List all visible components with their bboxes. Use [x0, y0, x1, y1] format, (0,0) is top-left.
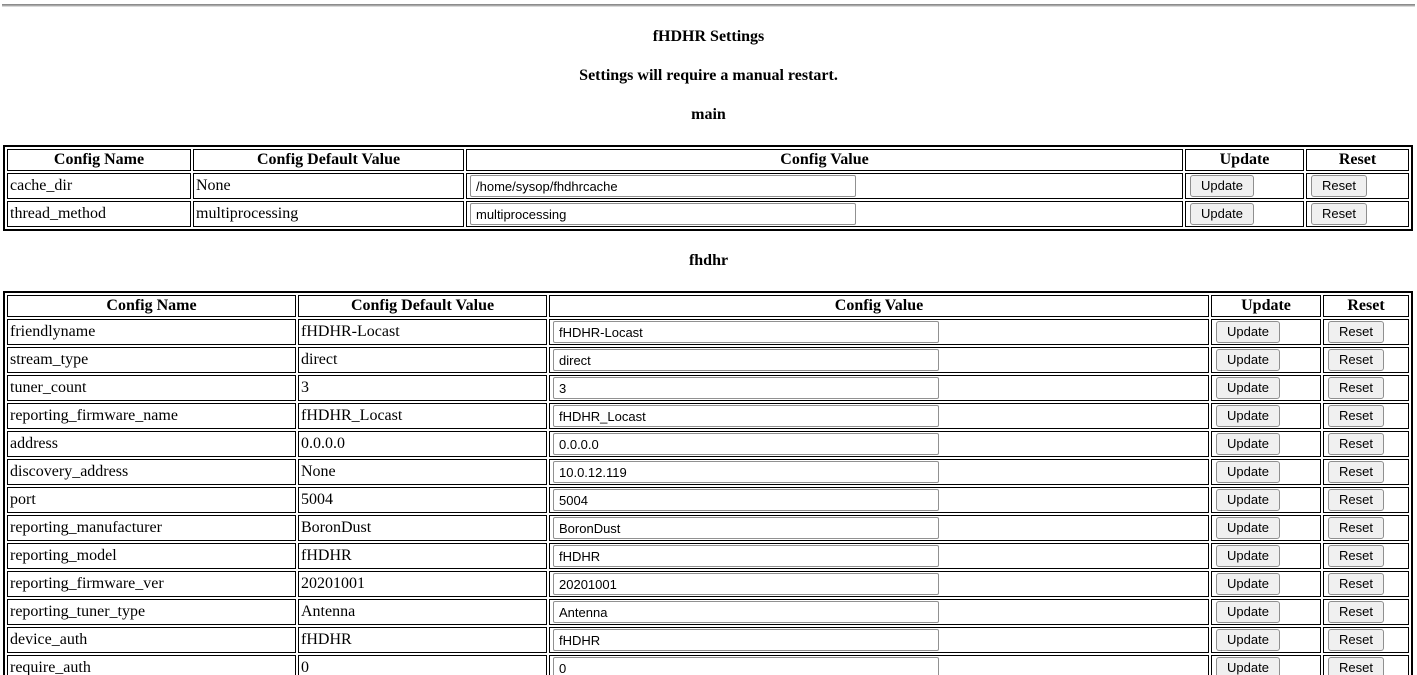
table-row	[7, 515, 1409, 541]
config-value-cell	[549, 319, 1209, 345]
config-name-cell: tuner_count	[7, 375, 296, 401]
update-button[interactable]: Update	[1216, 517, 1280, 539]
config-value-input[interactable]	[470, 175, 856, 197]
update-cell	[1211, 319, 1321, 345]
update-button[interactable]: Update	[1216, 433, 1280, 455]
config-value-input[interactable]	[553, 517, 939, 539]
update-cell	[1211, 571, 1321, 597]
config-table-main	[3, 145, 1413, 231]
update-button[interactable]: Update	[1216, 601, 1280, 623]
config-default-value-cell: fHDHR-Locast	[298, 319, 547, 345]
reset-cell	[1323, 515, 1409, 541]
column-header-config-name: Config Name	[7, 295, 296, 317]
reset-button[interactable]: Reset	[1328, 377, 1384, 399]
config-value-cell	[549, 571, 1209, 597]
update-cell	[1211, 599, 1321, 625]
reset-button[interactable]: Reset	[1328, 489, 1384, 511]
config-name-cell: port	[7, 487, 296, 513]
config-value-input[interactable]	[553, 573, 939, 595]
update-button[interactable]: Update	[1216, 489, 1280, 511]
column-header-config-value: Config Value	[549, 295, 1209, 317]
reset-cell	[1323, 347, 1409, 373]
config-name-cell: friendlyname	[7, 319, 296, 345]
config-name-cell: reporting_firmware_ver	[7, 571, 296, 597]
table-row	[7, 459, 1409, 485]
config-default-value-cell: 5004	[298, 487, 547, 513]
config-value-input[interactable]	[553, 657, 939, 675]
config-name-cell: address	[7, 431, 296, 457]
config-value-input[interactable]	[553, 349, 939, 371]
config-name-cell: reporting_manufacturer	[7, 515, 296, 541]
table-row	[7, 201, 1409, 227]
config-default-value-cell: multiprocessing	[193, 201, 464, 227]
top-divider	[2, 4, 1415, 7]
update-button[interactable]: Update	[1216, 377, 1280, 399]
reset-cell	[1323, 319, 1409, 345]
config-value-input[interactable]	[553, 433, 939, 455]
config-default-value-cell: 0	[298, 655, 547, 675]
config-default-value-cell: 20201001	[298, 571, 547, 597]
reset-button[interactable]: Reset	[1311, 203, 1367, 225]
reset-cell	[1323, 655, 1409, 675]
update-cell	[1211, 459, 1321, 485]
config-default-value-cell: None	[298, 459, 547, 485]
config-value-cell	[549, 655, 1209, 675]
config-value-cell	[549, 459, 1209, 485]
config-name-cell: stream_type	[7, 347, 296, 373]
table-row	[7, 487, 1409, 513]
config-default-value-cell: fHDHR_Locast	[298, 403, 547, 429]
reset-button[interactable]: Reset	[1328, 349, 1384, 371]
reset-cell	[1323, 571, 1409, 597]
reset-cell	[1323, 487, 1409, 513]
column-header-config-value: Config Value	[466, 149, 1183, 171]
table-row	[7, 627, 1409, 653]
update-cell	[1211, 347, 1321, 373]
update-cell	[1211, 487, 1321, 513]
config-value-input[interactable]	[553, 377, 939, 399]
column-header-update: Update	[1185, 149, 1304, 171]
table-row	[7, 403, 1409, 429]
update-cell	[1211, 515, 1321, 541]
config-default-value-cell: fHDHR	[298, 543, 547, 569]
config-name-cell: thread_method	[7, 201, 191, 227]
reset-button[interactable]: Reset	[1328, 601, 1384, 623]
config-value-cell	[549, 487, 1209, 513]
reset-button[interactable]: Reset	[1328, 405, 1384, 427]
config-value-input[interactable]	[553, 405, 939, 427]
config-name-cell: require_auth	[7, 655, 296, 675]
config-value-input[interactable]	[553, 629, 939, 651]
config-value-input[interactable]	[553, 489, 939, 511]
config-value-cell	[549, 599, 1209, 625]
config-name-cell: device_auth	[7, 627, 296, 653]
config-value-cell	[549, 627, 1209, 653]
column-header-reset: Reset	[1306, 149, 1409, 171]
update-cell	[1211, 375, 1321, 401]
config-value-cell	[549, 375, 1209, 401]
column-header-reset: Reset	[1323, 295, 1409, 317]
reset-button[interactable]: Reset	[1328, 461, 1384, 483]
column-header-config-default-value: Config Default Value	[298, 295, 547, 317]
update-button[interactable]: Update	[1216, 461, 1280, 483]
reset-cell	[1323, 459, 1409, 485]
config-default-value-cell: BoronDust	[298, 515, 547, 541]
column-header-config-name: Config Name	[7, 149, 191, 171]
update-cell	[1211, 431, 1321, 457]
config-value-input[interactable]	[470, 203, 856, 225]
reset-button[interactable]: Reset	[1311, 175, 1367, 197]
table-row	[7, 543, 1409, 569]
update-cell	[1211, 543, 1321, 569]
config-value-cell	[549, 431, 1209, 457]
update-cell	[1211, 655, 1321, 675]
reset-cell	[1306, 173, 1409, 199]
page-title: fHDHR Settings	[652, 28, 765, 45]
update-cell	[1185, 201, 1304, 227]
config-value-input[interactable]	[553, 545, 939, 567]
config-value-cell	[466, 173, 1183, 199]
table-header-row	[7, 295, 1409, 317]
reset-cell	[1323, 403, 1409, 429]
config-value-cell	[549, 515, 1209, 541]
config-value-cell	[549, 403, 1209, 429]
table-header-row	[7, 149, 1409, 171]
reset-button[interactable]: Reset	[1328, 657, 1384, 675]
update-button[interactable]: Update	[1190, 175, 1254, 197]
config-default-value-cell: None	[193, 173, 464, 199]
config-value-input[interactable]	[553, 461, 939, 483]
reset-cell	[1323, 543, 1409, 569]
reset-button[interactable]: Reset	[1328, 517, 1384, 539]
section-heading-fhdhr: fhdhr	[688, 252, 729, 269]
update-button[interactable]: Update	[1216, 657, 1280, 675]
table-row	[7, 319, 1409, 345]
config-default-value-cell: direct	[298, 347, 547, 373]
config-table-fhdhr	[3, 291, 1413, 675]
reset-button[interactable]: Reset	[1328, 321, 1384, 343]
config-value-cell	[549, 543, 1209, 569]
config-default-value-cell: fHDHR	[298, 627, 547, 653]
section-heading-main: main	[691, 106, 726, 123]
config-default-value-cell: Antenna	[298, 599, 547, 625]
update-button[interactable]: Update	[1216, 405, 1280, 427]
config-value-input[interactable]	[553, 601, 939, 623]
column-header-config-default-value: Config Default Value	[193, 149, 464, 171]
config-value-input[interactable]	[553, 321, 939, 343]
config-value-cell	[549, 347, 1209, 373]
table-row	[7, 599, 1409, 625]
config-name-cell: discovery_address	[7, 459, 296, 485]
table-row	[7, 173, 1409, 199]
reset-button[interactable]: Reset	[1328, 545, 1384, 567]
update-cell	[1211, 627, 1321, 653]
update-button[interactable]: Update	[1216, 573, 1280, 595]
reset-cell	[1306, 201, 1409, 227]
config-name-cell: reporting_firmware_name	[7, 403, 296, 429]
update-cell	[1211, 403, 1321, 429]
reset-cell	[1323, 375, 1409, 401]
update-button[interactable]: Update	[1190, 203, 1254, 225]
table-row	[7, 347, 1409, 373]
config-default-value-cell: 3	[298, 375, 547, 401]
table-row	[7, 571, 1409, 597]
reset-cell	[1323, 431, 1409, 457]
config-value-cell	[466, 201, 1183, 227]
table-row	[7, 655, 1409, 675]
table-row	[7, 375, 1409, 401]
page-subtitle: Settings will require a manual restart.	[579, 67, 838, 84]
config-name-cell: reporting_tuner_type	[7, 599, 296, 625]
config-name-cell: cache_dir	[7, 173, 191, 199]
update-button[interactable]: Update	[1216, 349, 1280, 371]
update-button[interactable]: Update	[1216, 629, 1280, 651]
update-button[interactable]: Update	[1216, 321, 1280, 343]
reset-button[interactable]: Reset	[1328, 433, 1384, 455]
reset-cell	[1323, 627, 1409, 653]
update-cell	[1185, 173, 1304, 199]
reset-button[interactable]: Reset	[1328, 629, 1384, 651]
update-button[interactable]: Update	[1216, 545, 1280, 567]
column-header-update: Update	[1211, 295, 1321, 317]
reset-cell	[1323, 599, 1409, 625]
table-row	[7, 431, 1409, 457]
reset-button[interactable]: Reset	[1328, 573, 1384, 595]
config-name-cell: reporting_model	[7, 543, 296, 569]
config-default-value-cell: 0.0.0.0	[298, 431, 547, 457]
